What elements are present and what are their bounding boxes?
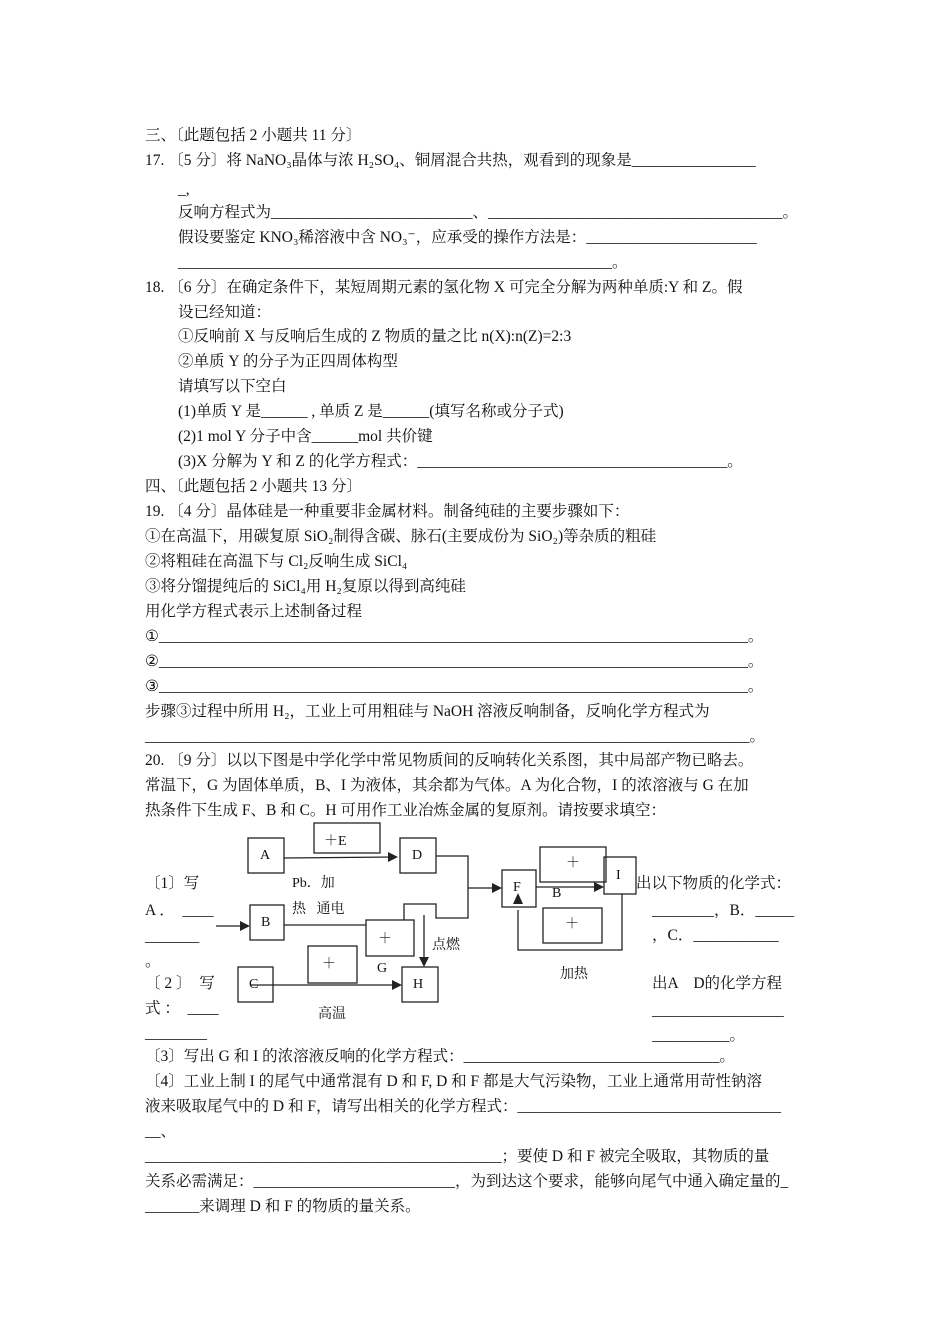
text-line: 17. 〔5 分〕将 NaNO₃晶体与浓 H₂SO₄、铜屑混合共热，观看到的现象是________________	[145, 152, 756, 169]
diagram-condition-label: 高温	[318, 1007, 346, 1022]
diagram-reagent-label: ＋	[565, 917, 579, 932]
diagram-condition-label: 热 通电	[292, 902, 345, 917]
text-line: 热条件下生成 F、B 和 C。H 可用作工业冶炼金属的复原剂。请按要求填空：	[145, 802, 666, 819]
diagram-node-label: A	[260, 848, 271, 863]
q20-left-text: 〔1〕写	[145, 875, 200, 892]
text-line: 关系必需满足：__________________________，为到达这个要求，能够向尾气中通入确定量的_	[145, 1173, 789, 1190]
diagram-node-label: D	[412, 848, 423, 863]
diagram-condition-label: 点燃	[432, 938, 460, 953]
text-line: ______________________________________________；要使 D 和 F 被完全吸取，其物质的量	[145, 1148, 770, 1165]
q20-left-text: ________	[145, 1025, 207, 1042]
q20-left-text: A ． ____	[145, 902, 214, 919]
diagram-node-label: H	[413, 977, 424, 992]
text-line: 用化学方程式表示上述制备过程	[145, 603, 363, 620]
diagram-node-label: I	[616, 868, 621, 883]
q20-right-text: ，C．___________	[652, 927, 779, 944]
text-line: 19. 〔4 分〕晶体硅是一种重要非金属材料。制备纯硅的主要步骤如下：	[145, 503, 630, 520]
diagram-condition-label: 加热	[560, 967, 588, 982]
text-line: 请填写以下空白	[178, 378, 287, 395]
q20-right-text: 出以下物质的化学式：	[636, 875, 792, 892]
diagram-reagent-label: ＋	[322, 957, 336, 972]
diagram-condition-label: G	[377, 961, 388, 976]
text-line: ________________________________________________________。	[178, 254, 628, 271]
q20-right-text: _________________	[652, 1002, 784, 1019]
diagram-condition-label: Pb．加	[292, 876, 335, 891]
text-line: _______来调理 D 和 F 的物质的量关系。	[145, 1198, 421, 1215]
text-line: ①反响前 X 与反响后生成的 Z 物质的量之比 n(X):n(Z)=2:3	[178, 328, 572, 345]
diagram-reagent-label: ＋E	[324, 834, 347, 849]
text-line: (3)X 分解为 Y 和 Z 的化学方程式：________________________________________。	[178, 453, 743, 470]
text-line: 液来吸取尾气中的 D 和 F，请写出相关的化学方程式：__________________________________	[145, 1098, 781, 1115]
text-line: 反响方程式为__________________________、______________________________________。	[178, 204, 799, 221]
q20-right-text: 出A D的化学方程	[652, 975, 783, 992]
diagram-condition-label: B	[552, 886, 562, 901]
text-line: 假设要鉴定 KNO₃稀溶液中含 NO₃⁻，应承受的操作方法是：______________________	[178, 229, 757, 246]
text-line: 三、〔此题包括 2 小题共 11 分〕	[145, 127, 362, 144]
text-line: __、	[145, 1123, 177, 1140]
text-line: 〔4〕工业上制 I 的尾气中通常混有 D 和 F, D 和 F 都是大气污染物，工业上通常用苛性钠溶	[145, 1073, 763, 1090]
q20-left-text: 式 ： ____	[145, 1000, 219, 1017]
text-line: 20. 〔9 分〕以以下图是中学化学中常见物质间的反响转化关系图，其中局部产物已略去。	[145, 752, 754, 769]
diagram-reagent-label: ＋	[378, 932, 392, 947]
text-line: ①____________________________________________________________________________。	[145, 628, 764, 645]
text-line: ①在高温下，用碳复原 SiO₂制得含碳、脉石(主要成份为 SiO₂)等杂质的粗硅	[145, 528, 657, 545]
diagram-node-label: B	[261, 915, 271, 930]
q20-left-text: _______	[145, 928, 200, 945]
diagram-node-label: F	[513, 880, 521, 895]
q20-left-text: 。	[145, 953, 161, 970]
q20-right-text: ________，B．_____	[652, 902, 795, 919]
text-line: (2)1 mol Y 分子中含______mol 共价键	[178, 428, 433, 445]
text-line: 设已经知道：	[178, 304, 272, 321]
diagram-node-label: C	[249, 977, 259, 992]
text-line: 〔3〕写出 G 和 I 的浓溶液反响的化学方程式：_________________________________。	[145, 1048, 735, 1065]
text-line: ②单质 Y 的分子为正四周体构型	[178, 353, 398, 370]
text-line: 步骤③过程中所用 H₂，工业上可用粗硅与 NaOH 溶液反响制备，反响化学方程式为	[145, 703, 710, 720]
text-line: ______________________________________________________________________________。	[145, 728, 766, 745]
text-line: 四、〔此题包括 2 小题共 13 分〕	[145, 478, 363, 495]
text-line: ③____________________________________________________________________________。	[145, 678, 764, 695]
text-line: 常温下，G 为固体单质，B、I 为液体，其余都为气体。A 为化合物，I 的浓溶液与 G 在加	[145, 777, 749, 794]
diagram-reagent-label: ＋	[566, 856, 580, 871]
q20-left-text: 〔 2 〕 写	[145, 975, 215, 992]
text-line: _,	[178, 181, 190, 198]
text-line: (1)单质 Y 是______ , 单质 Z 是______(填写名称或分子式)	[178, 403, 564, 420]
q20-right-text: __________。	[652, 1027, 746, 1044]
text-line: ②将粗硅在高温下与 Cl₂反响生成 SiCl₄	[145, 553, 408, 570]
text-line: 18. 〔6 分〕在确定条件下，某短周期元素的氢化物 X 可完全分解为两种单质:Y 和 Z。假	[145, 279, 743, 296]
text-line: ③将分馏提纯后的 SiCl₄用 H₂复原以得到高纯硅	[145, 578, 466, 595]
text-line: ②____________________________________________________________________________。	[145, 653, 764, 670]
